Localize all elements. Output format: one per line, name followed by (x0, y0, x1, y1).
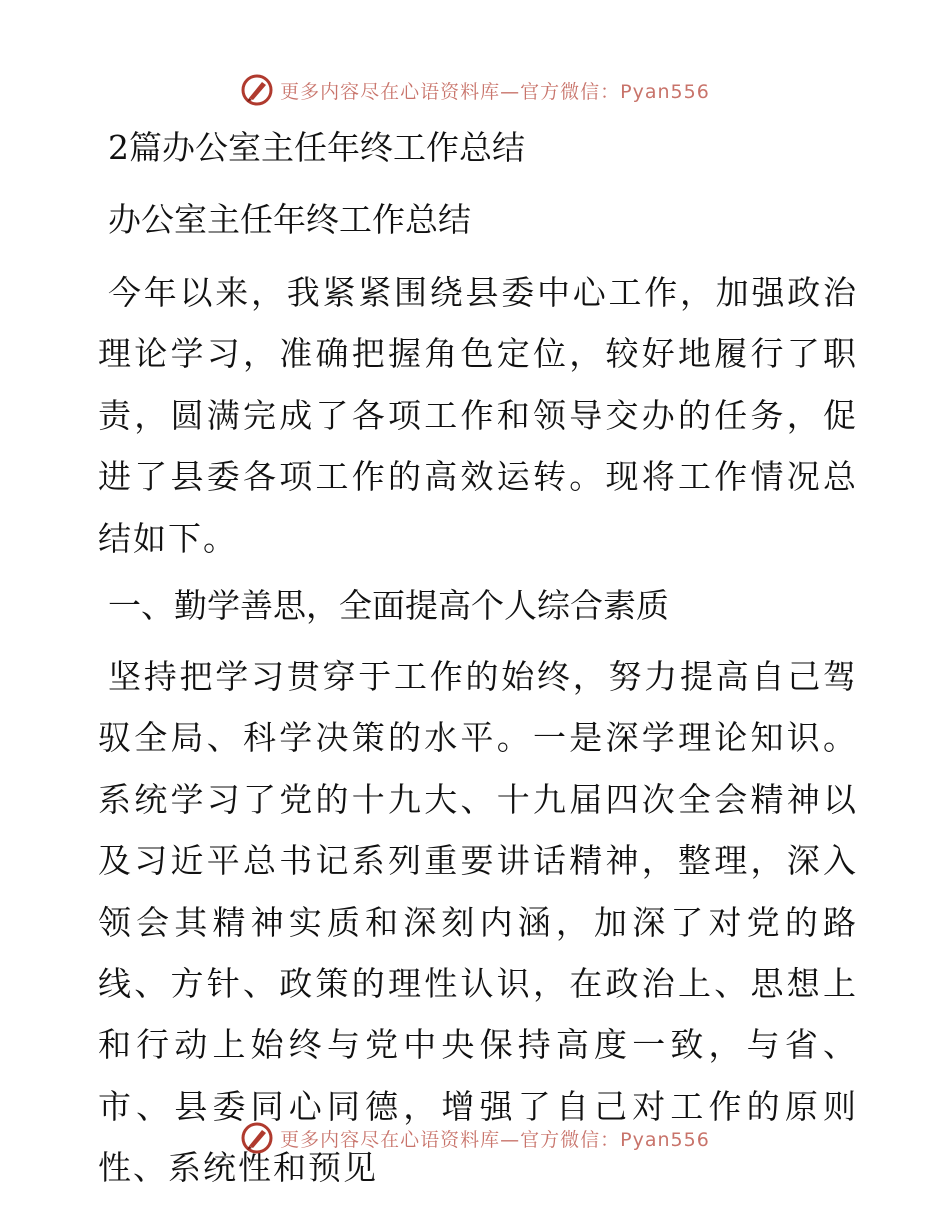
header-banner-text: 更多内容尽在心语资料库—官方微信：Pyan556 (280, 80, 710, 103)
paragraph-intro: 今年以来，我紧紧围绕县委中心工作，加强政治理论学习，准确把握角色定位，较好地履行了职责，圆满完成了各项工作和领导交办的任务，促进了县委各项工作的高效运转。现将工作情况总结如下。 (98, 273, 858, 558)
section-heading-1: 一、勤学善思，全面提高个人综合素质 (108, 586, 669, 626)
footer-banner (0, 1118, 950, 1158)
document-body (98, 118, 858, 1199)
pen-logo-icon (240, 1121, 274, 1155)
header-banner (0, 70, 950, 110)
footer-banner-text: 更多内容尽在心语资料库—官方微信：Pyan556 (280, 1128, 710, 1151)
paragraph-study: 坚持把学习贯穿于工作的始终，努力提高自己驾驭全局、科学决策的水平。一是深学理论知识。系统学习了党的十九大、十九届四次全会精神以及习近平总书记系列重要讲话精神，整理，深入领会其精神实质和深刻内涵，加深了对党的路线、方针、政策的理性认识，在政治上、思想上和行动上始终与党中央保持高度一致，与省、市、县委同心同德，增强了自己对工作的原则性、系统性和预见 (98, 657, 858, 1188)
pen-logo-icon (240, 73, 274, 107)
document-title: 2篇办公室主任年终工作总结 (108, 128, 525, 167)
document-subtitle: 办公室主任年终工作总结 (108, 200, 471, 239)
